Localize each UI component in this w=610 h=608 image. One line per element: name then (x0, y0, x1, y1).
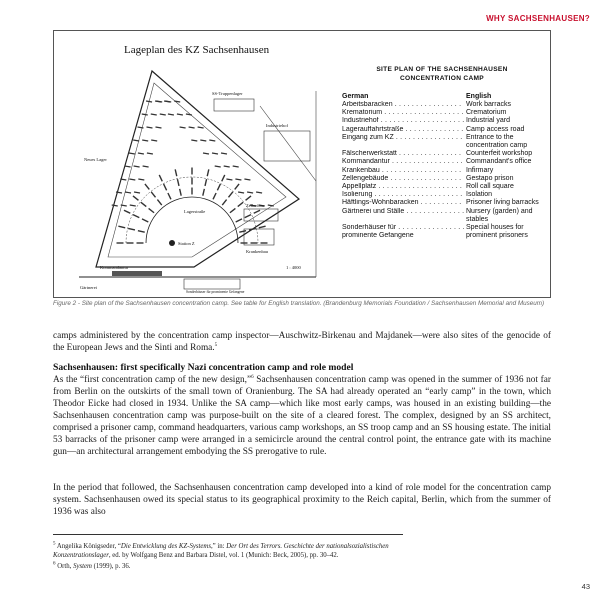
footnote-5-author: Angelika Königseder, “ (55, 543, 121, 550)
barrack-mark (175, 169, 177, 176)
legend-header-english: English (466, 93, 492, 100)
legend-german-term (342, 216, 464, 224)
legend-english-term: Nursery (garden) and (466, 207, 533, 215)
barrack-mark (138, 179, 144, 180)
legend-table (342, 65, 542, 240)
legend-row (342, 167, 542, 175)
legend-row (342, 199, 542, 207)
barrack-mark (226, 179, 232, 180)
legend-row (342, 216, 542, 224)
legend-row (342, 117, 542, 125)
barrack-mark (245, 215, 251, 218)
legend-german-term: Appellplatz . . . (342, 183, 464, 191)
barrack-mark (239, 231, 246, 233)
legend-row (342, 224, 542, 232)
barrack-mark (151, 140, 157, 141)
legend-english-term: Gestapo prison (466, 174, 514, 182)
barrack-mark (147, 153, 153, 154)
barrack-mark (134, 192, 140, 193)
legend-row (342, 158, 542, 166)
barrack-mark (215, 166, 221, 167)
footnotes (53, 542, 443, 572)
camp-wall (96, 71, 299, 267)
ss-camp-block (214, 99, 254, 111)
industrial-yard (264, 131, 310, 161)
barrack-mark (180, 127, 186, 128)
label-industriehof: Industriehof (266, 123, 288, 128)
barrack-mark (133, 140, 139, 141)
plan-title: Lageplan des KZ Sachsenhausen (124, 44, 270, 56)
legend-german-term: Kommandantur . . . (342, 158, 464, 166)
barrack-mark (254, 210, 260, 213)
barrack-mark (145, 184, 149, 189)
barrack-mark (198, 127, 204, 128)
legend-german-term: Sonderhäuser für . . . (342, 224, 464, 232)
barrack-mark (125, 192, 131, 193)
legend-german-term: Industriehof . . . (342, 117, 464, 125)
legend-english-term: Crematorium (466, 109, 507, 117)
barrack-mark (133, 196, 138, 200)
barrack-mark (209, 140, 215, 141)
barrack-mark (157, 200, 161, 205)
legend-german-term: Krankenbau . . . (342, 167, 464, 175)
barrack-mark (159, 175, 162, 181)
label-sonderlager: Sonderhäuser für prominente Gefangene (186, 290, 245, 294)
paragraph-1 (53, 374, 551, 458)
barrack-mark (205, 179, 207, 186)
label-krankenbau: Krankenbau (246, 249, 268, 254)
barrack-mark (124, 210, 130, 213)
barrack-mark (186, 114, 192, 115)
legend-english-term: concentration camp (466, 142, 528, 150)
footnote-5 (53, 542, 443, 561)
footnote-5-book-title: Der Ort des Terrors. Geschichte der nationalsozialistischen Konzentrationslager (53, 543, 389, 560)
barrack-mark (143, 166, 149, 167)
label-ss-truppenlager: SS-Truppenlager (212, 91, 243, 96)
legend-row (342, 175, 542, 183)
legend-german-term: Häftlings-Wohnbaracken . . . (342, 199, 464, 207)
legend-english-term: Industrial yard (466, 117, 510, 125)
legend-row (342, 126, 542, 134)
legend-german-term: Fälscherwerkstatt . . . (342, 150, 464, 158)
legend-row (342, 150, 542, 158)
barrack-mark (146, 127, 152, 128)
barrack-mark (180, 189, 182, 196)
footnote-ref-6[interactable]: 6 (251, 374, 254, 380)
footnote-5-sep: ,” in: (210, 543, 227, 550)
legend-english-term: Infirmary (466, 166, 494, 174)
barrack-mark (217, 184, 220, 190)
barrack-mark (174, 101, 180, 102)
barrack-mark (164, 184, 167, 190)
barrack-mark (213, 193, 216, 199)
barrack-mark (235, 184, 239, 189)
label-zellenbau: Zellenbau (246, 203, 264, 208)
legend-german-term: Lagerauffahrtstraße . . . (342, 126, 464, 134)
legend-english-term: Counterfeit workshop (466, 150, 533, 158)
label-kommandantur: Kommandantur (100, 265, 129, 270)
barrack-mark (235, 179, 241, 180)
legend-title-line2: CONCENTRATION CAMP (399, 75, 485, 82)
footnote-5-number: 5 (53, 541, 56, 547)
label-scale: 1 : 4000 (286, 265, 301, 270)
kommandantur-block (112, 271, 162, 276)
station-z (169, 240, 175, 246)
paragraph-1-start: As the “first concentration camp of the new design,” (53, 375, 252, 385)
barrack-mark (238, 202, 243, 206)
barrack-mark (244, 179, 250, 180)
barrack-mark (228, 192, 232, 197)
legend-header-german: German (342, 93, 369, 100)
page-number: 43 (581, 582, 590, 591)
legend-header-row (342, 93, 542, 100)
barrack-mark (212, 153, 218, 154)
barrack-mark (259, 226, 266, 228)
legend-german-term: Arbeitsbaracken . . . (342, 101, 464, 109)
legend-english-term: Prisoner living barracks (466, 199, 539, 207)
legend-german-term: Isolierung . . . (342, 191, 464, 199)
barrack-mark (222, 175, 225, 181)
legend-english-term: Special houses for (466, 224, 524, 232)
barrack-mark (191, 140, 197, 141)
barrack-mark (112, 205, 118, 206)
barrack-mark (128, 228, 135, 230)
label-neue-lager: Neues Lager (84, 157, 107, 162)
legend-english-term: Camp access road (466, 125, 525, 133)
barrack-mark (129, 153, 135, 154)
footnote-5-details: , ed. by Wolfgang Benz and Barbara Distel, vol. 1 (Munich: Beck, 2005), pp. 30–42. (108, 552, 339, 560)
barrack-mark (168, 193, 171, 199)
barrack-mark (203, 153, 209, 154)
barrack-mark (138, 153, 144, 154)
legend-row (342, 134, 542, 142)
barrack-mark (256, 192, 262, 193)
barrack-mark (125, 166, 131, 167)
barrack-mark (203, 189, 205, 196)
legend-rows (342, 101, 542, 240)
legend-english-term: Isolation (466, 191, 493, 199)
access-road (260, 106, 316, 181)
barrack-mark (149, 208, 154, 212)
legend-english-term: Commandant's office (466, 158, 532, 166)
paragraph-2-text: In the period that followed, the Sachsenhausen concentration camp developed into a kind of role model for the concentration camp system. Sachsenhausen owed its special status to its geographical proximity to the Reich capital, Berlin, which from the summer of 1936 was also (53, 483, 551, 517)
barrack-mark (224, 166, 230, 167)
label-gaertnerei: Gärtnerei (80, 285, 97, 290)
legend-german-term: Krematorium . . . (342, 109, 464, 117)
barrack-mark (236, 219, 242, 222)
intro-text: camps administered by the concentration camp inspector—Auschwitz-Birkenau and Majdanek—were also sites of the genocide of the European Jews and the Sinti and Roma. (53, 331, 551, 353)
barrack-mark (151, 192, 155, 197)
barrack-mark (238, 192, 244, 193)
legend-english-term: prominent prisoners (466, 232, 528, 240)
inner-wall (108, 83, 286, 257)
legend-english-term: Roll call square (466, 183, 514, 191)
barracks-group (112, 101, 274, 243)
barrack-mark (221, 153, 227, 154)
section-heading: Sachsenhausen: first specifically Nazi concentration camp and role model (53, 362, 354, 373)
barrack-mark (233, 166, 239, 167)
site-plan-figure (53, 30, 551, 298)
footnote-ref-5[interactable]: 5 (214, 342, 218, 348)
intro-paragraph (53, 330, 551, 354)
barrack-mark (177, 114, 183, 115)
footnote-divider (53, 534, 403, 535)
barrack-mark (142, 140, 148, 141)
barrack-mark (134, 166, 140, 167)
footnote-6 (53, 562, 443, 571)
barrack-mark (133, 215, 139, 218)
barrack-mark (207, 169, 209, 176)
barrack-mark (168, 114, 174, 115)
footnote-6-title: System (73, 562, 92, 570)
footnote-5-chapter-title: Die Entwicklung des KZ-Systems (120, 543, 211, 550)
legend-row (342, 109, 542, 117)
barrack-mark (138, 231, 145, 233)
legend-row (342, 142, 542, 150)
barrack-mark (130, 205, 136, 206)
label-station-z: Station Z (178, 241, 195, 246)
legend-german-term (342, 142, 464, 150)
running-header: WHY SACHSENHAUSEN? (486, 14, 590, 23)
barrack-mark (247, 192, 253, 193)
barrack-mark (222, 200, 226, 205)
legend-row (342, 232, 542, 240)
footnote-6-author: Orth, (55, 562, 74, 570)
barrack-mark (246, 196, 251, 200)
legend-row (342, 191, 542, 199)
barrack-mark (142, 114, 148, 115)
barrack-mark (118, 226, 125, 228)
barrack-mark (141, 202, 146, 206)
barrack-mark (200, 140, 206, 141)
paragraph-1-rest: Sachsenhausen concentration camp was opened in the summer of 1936 not far from Berlin on the outskirts of the small town of Oranienburg. The SA had already operated an “early camp” in the town, which Theodor Eicke had closed in 1934. Unlike the SA camp—which like most early camps, was housed in an existing building—the Sachsenhausen concentration camp was purpose-built on the site of a cleared forest. The complex, designed by an SS architect, comprised a prisoner camp, command headquarters, various camp workshops, an SS troop camp and an SS housing estate. The initial 53 barracks of the prisoner camp were arranged in a semicircle around the central control point, the entrance gate with its machine gun—an architectural arrangement embodying the SS prerogative to rule. (53, 375, 551, 457)
legend-title (342, 65, 542, 83)
legend-german-term: Gärtnerei und Ställe . . . (342, 208, 464, 216)
barrack-mark (230, 208, 235, 212)
legend-row (342, 183, 542, 191)
label-lagerstrasse: Lagerstraße (184, 209, 206, 214)
special-houses (184, 279, 240, 289)
legend-english-term: Entrance to the (466, 133, 514, 141)
legend-german-term: Zellengebäude . . . (342, 175, 464, 183)
legend-title-line1: SITE PLAN OF THE SACHSENHAUSEN (376, 66, 508, 73)
legend-english-term: Work barracks (466, 101, 511, 108)
legend-row (342, 208, 542, 216)
paragraph-2 (53, 482, 551, 518)
barrack-mark (129, 179, 135, 180)
footnote-6-number: 6 (53, 561, 56, 567)
footnote-6-details: (1999), p. 36. (91, 562, 131, 570)
barrack-mark (177, 179, 179, 186)
legend-row (342, 101, 542, 109)
barrack-mark (189, 127, 195, 128)
barrack-mark (160, 114, 166, 115)
barrack-mark (155, 127, 161, 128)
barrack-mark (151, 114, 157, 115)
figure-caption: Figure 2 - Site plan of the Sachsenhausen concentration camp. See table for English translation. (Brandenburg Memorials Foundation / Sachsenhausen Memorial and Museum) (53, 300, 545, 307)
legend-german-term: prominente Gefangene (342, 232, 414, 240)
legend-english-term: stables (466, 215, 489, 223)
barrack-mark (142, 219, 148, 222)
legend-german-term: Eingang zum KZ . . . (342, 134, 464, 142)
barrack-mark (146, 101, 152, 102)
